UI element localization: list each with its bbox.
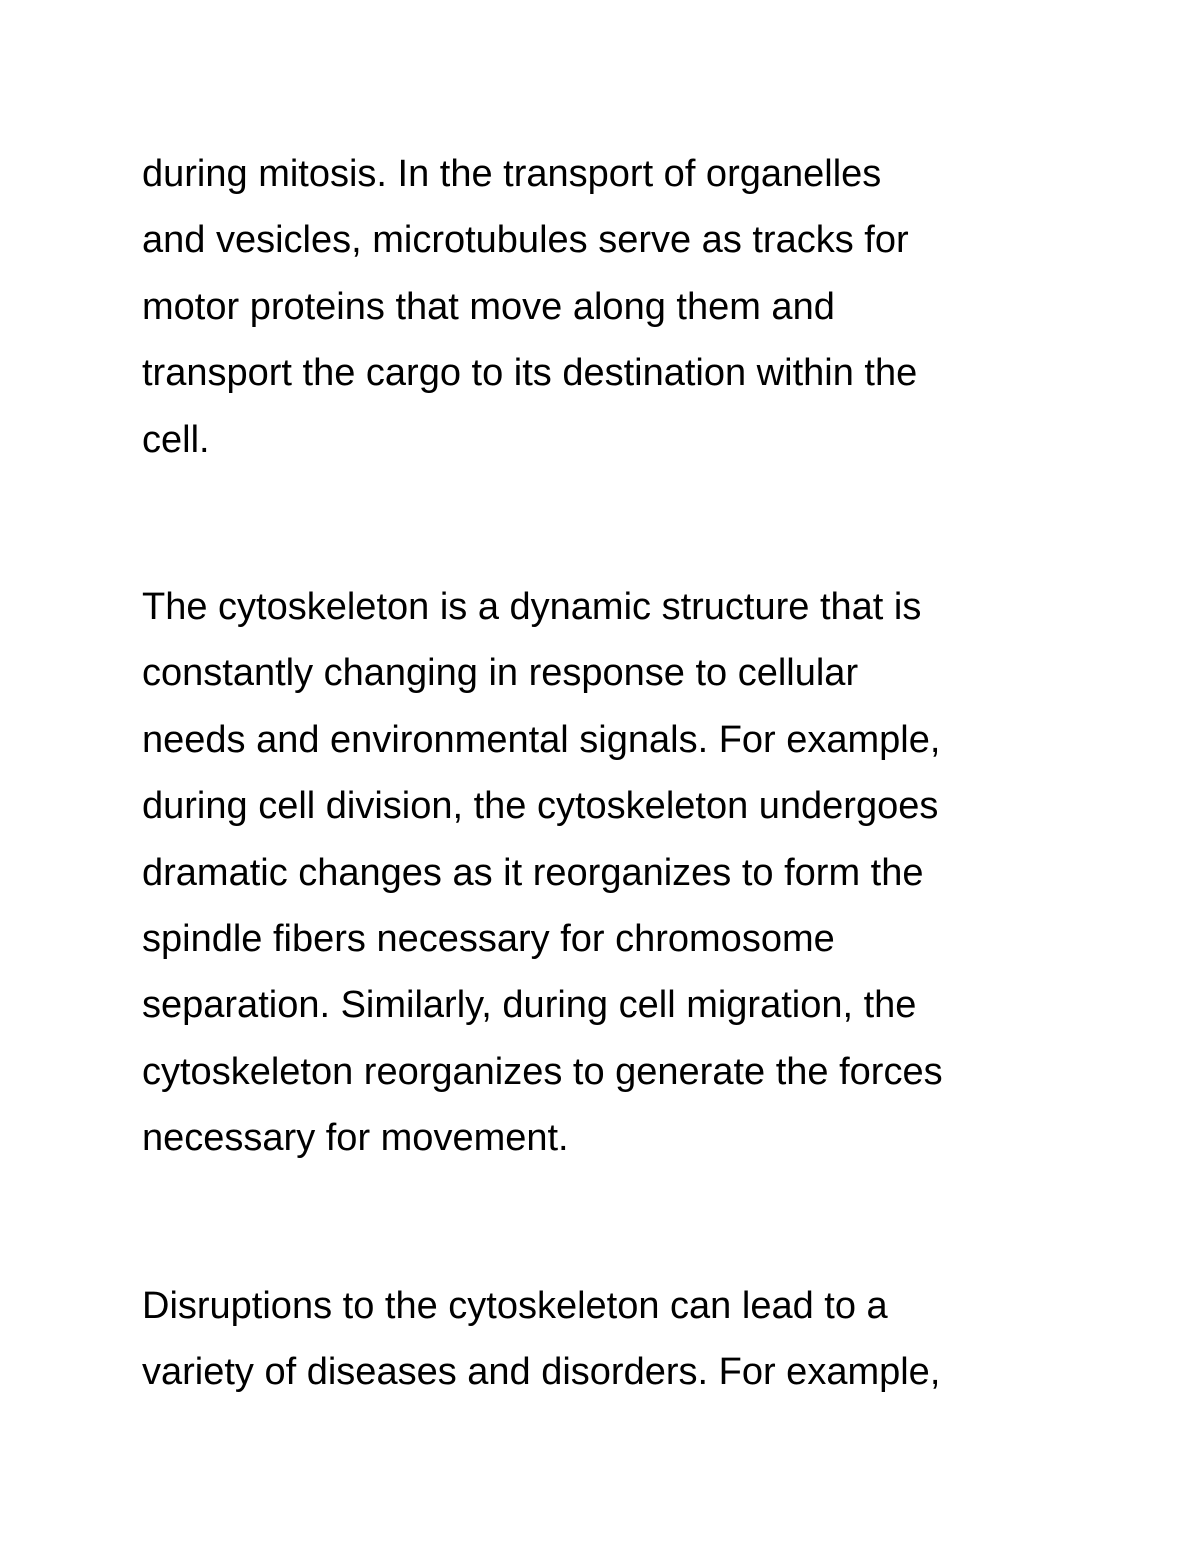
paragraph-disruptions (142, 1273, 940, 1406)
text-line: separation. Similarly, during cell migration, the (142, 984, 917, 1027)
text-line: The cytoskeleton is a dynamic structure that is (142, 586, 922, 628)
text-line: during cell division, the cytoskeleton undergoes (142, 785, 939, 828)
text-line: necessary for movement. (142, 1117, 569, 1160)
text-line: transport the cargo to its destination within the (142, 352, 918, 395)
text-line: cell. (142, 418, 210, 461)
paragraph-microtubule-transport (142, 141, 917, 473)
text-line: and vesicles, microtubules serve as tracks for (142, 219, 909, 262)
text-line: Disruptions to the cytoskeleton can lead to a (142, 1285, 888, 1327)
text-line: dramatic changes as it reorganizes to form the (142, 851, 924, 894)
text-line: spindle fibers necessary for chromosome (142, 917, 835, 960)
text-line: cytoskeleton reorganizes to generate the forces (142, 1050, 943, 1093)
text-line: during mitosis. In the transport of organelles (142, 153, 882, 195)
text-line: needs and environmental signals. For example, (142, 718, 941, 761)
text-line: variety of diseases and disorders. For example, (142, 1351, 941, 1394)
text-line: constantly changing in response to cellular (142, 652, 859, 695)
text-line: motor proteins that move along them and (142, 285, 835, 328)
paragraph-dynamic-structure (142, 574, 943, 1172)
